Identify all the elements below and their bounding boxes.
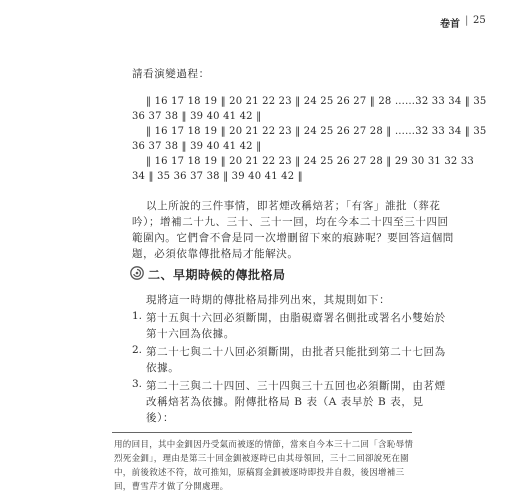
section-intro: 現將這一時期的傳批格局排列出來，其規則如下： [146,294,391,306]
paragraph-line-4: 題，必須依靠傳批格局才能解決。 [132,248,299,260]
paragraph-line-1: 以上所說的三件事情，即茗煙改稱焙茗；「有客」誰批（葬花 [146,200,441,212]
list-item-3-line-3: 後）： [146,412,175,424]
paragraph-line-3: 範圍內。它們會不會是同一次增刪留下來的痕跡呢？要回答這個問 [132,232,454,244]
sequence-1-line-1: ‖ 16 17 18 19 ‖ 20 21 22 23 ‖ 24 25 26 27 ‖ 28 ……32 33 34 ‖ 35 [146,96,487,107]
sequence-3-line-1: ‖ 16 17 18 19 ‖ 20 21 22 23 ‖ 24 25 26 27 28 ‖ 29 30 31 32 33 [146,156,474,167]
footnote-rule [112,432,412,433]
running-header-title: 卷首 [440,19,460,30]
sequence-1-line-2: 36 37 38 ‖ 39 40 41 42 ‖ [132,111,262,122]
sequence-2-line-2: 36 37 38 ‖ 39 40 41 42 ‖ [132,141,262,152]
spiral-icon [130,266,144,280]
list-item-1-number: 1. [132,310,143,322]
sequence-3-line-2: 34 ‖ 35 36 37 38 ‖ 39 40 41 42 ‖ [132,171,303,182]
list-item-3-number: 3. [132,378,143,390]
list-item-1-line-1: 第十五與十六回必須斷開，由脂硯齋署名側批或署名小雙始於 [146,312,446,324]
page-number: 25 [473,15,486,26]
running-header-separator: | [465,15,469,26]
sequence-2-line-1: ‖ 16 17 18 19 ‖ 20 21 22 23 ‖ 24 25 26 27 28 ‖ ……32 33 34 ‖ 35 [146,126,487,137]
footnote-line-2: 烈死金釧」，理由是第三十回金釧被逐時已由其母領回，三十二回卻說死在園 [114,454,409,464]
section-heading: 二、早期時候的傳批格局 [148,268,286,282]
footnote-line-4: 回，曹雪芹才做了分開處理。 [114,482,229,492]
footnote-line-3: 中，前後敘述不符，故可推知，原稿寫金釧被逐時即投井自殺，後因增補三 [114,468,405,478]
intro-line: 請看演變過程： [132,68,210,80]
list-item-2-line-2: 依據。 [146,362,180,374]
list-item-2-number: 2. [132,344,143,356]
paragraph-line-2: 吟）；增補二十九、三十、三十一回，均在今本二十四至三十四回 [132,216,449,228]
list-item-3-line-2: 改稱焙茗為依據。附傳批格局 B 表（A 表早於 B 表，見 [146,396,424,408]
list-item-3-line-1: 第二十三與二十四回、三十四與三十五回也必須斷開，由茗煙 [146,380,446,392]
footnote-line-1: 用的回目，其中金釧因丹受氣而被逐的情節，當來自今本三十二回「含恥辱情 [114,440,414,450]
list-item-2-line-1: 第二十七與二十八回必須斷開，由批者只能批到第二十七回為 [146,346,446,358]
list-item-1-line-2: 第十六回為依據。 [146,328,235,340]
